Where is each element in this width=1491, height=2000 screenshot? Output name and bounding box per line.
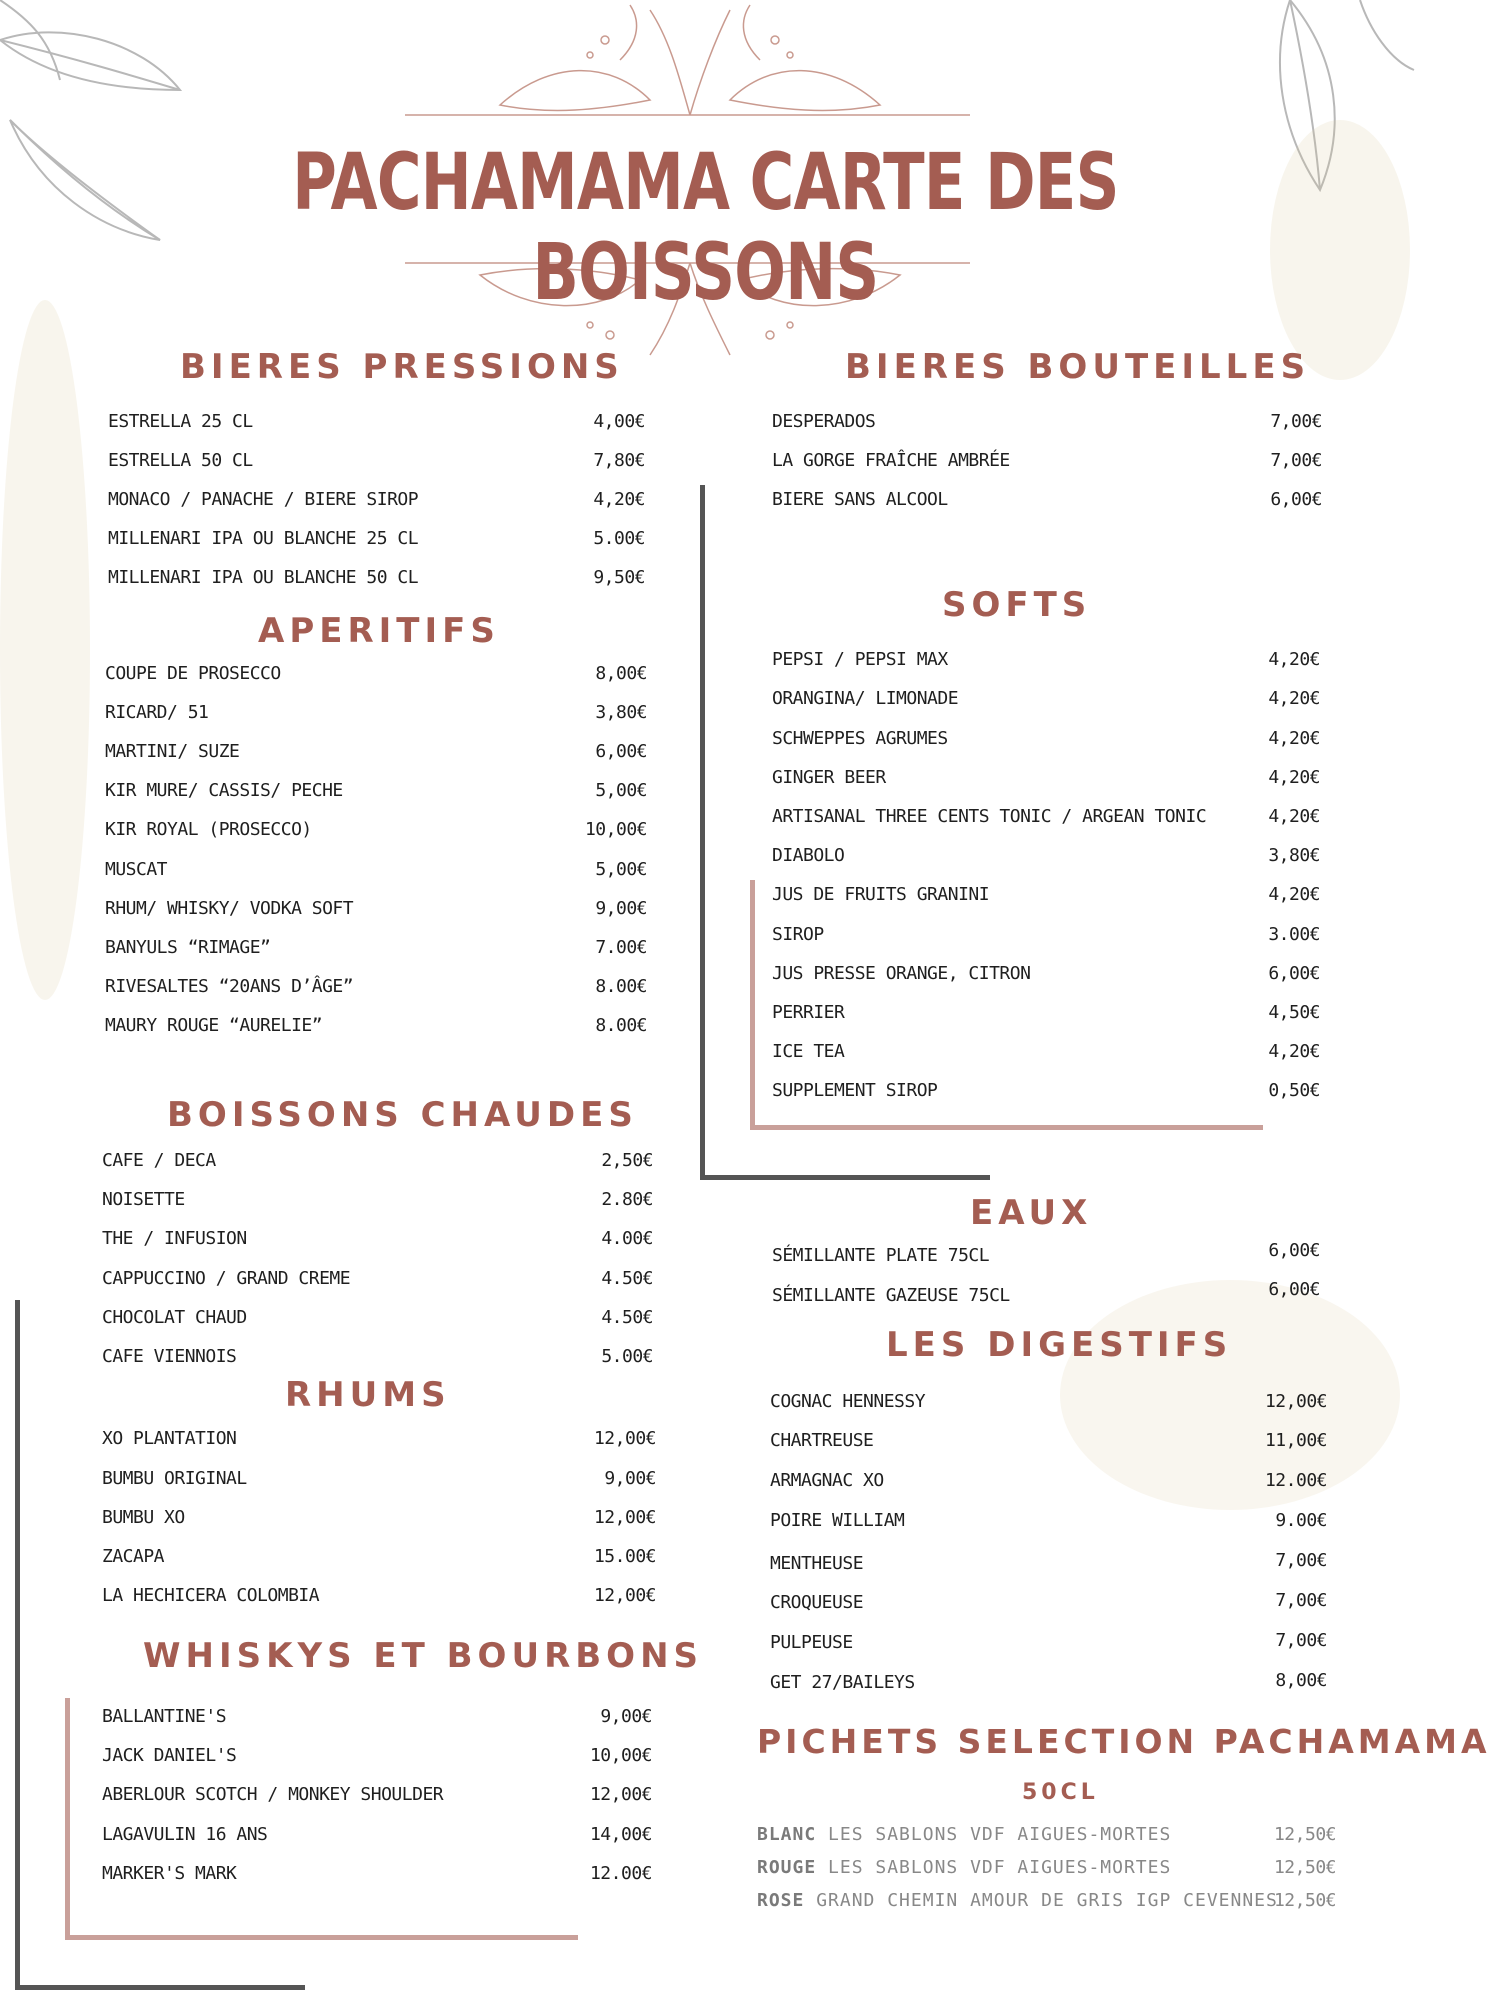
item-price: 6,00€ (1268, 963, 1320, 984)
item-price: 3,80€ (1268, 845, 1320, 866)
item-price: 8.00€ (595, 976, 647, 997)
wine-color: BLANC (757, 1824, 817, 1845)
item-price: 9.00€ (1275, 1510, 1327, 1531)
list-item: SÉMILLANTE PLATE 75CL (772, 1245, 990, 1266)
item-price: 4,20€ (1268, 806, 1320, 827)
item-price: 11,00€ (1264, 1430, 1327, 1451)
list-item: CAFE / DECA (102, 1150, 216, 1171)
item-price: 8,00€ (1275, 1670, 1327, 1691)
item-price: 8.00€ (595, 1015, 647, 1036)
item-price: 7,80€ (593, 450, 645, 471)
item-price: 7,00€ (1275, 1630, 1327, 1651)
list-item: NOISETTE (102, 1189, 185, 1210)
list-item: GET 27/BAILEYS (770, 1672, 915, 1693)
frame-bar-left-horizontal (15, 1985, 305, 1990)
section-title-aperitifs: APERITIFS (258, 611, 500, 651)
page-title: PACHAMAMA CARTE DES BOISSONS (292, 138, 1119, 318)
item-price: 12.00€ (589, 1863, 652, 1884)
item-price: 4.50€ (601, 1268, 653, 1289)
wine-name: LES SABLONS VDF AIGUES-MORTES (828, 1857, 1172, 1878)
list-item: CAPPUCCINO / GRAND CREME (102, 1268, 351, 1289)
list-item: RHUM/ WHISKY/ VODKA SOFT (105, 898, 354, 919)
item-price: 4,20€ (1268, 884, 1320, 905)
item-price: 7,00€ (1275, 1550, 1327, 1571)
list-item: LA GORGE FRAÎCHE AMBRÉE (772, 450, 1010, 471)
list-item: JACK DANIEL'S (102, 1745, 237, 1766)
list-item: LA HECHICERA COLOMBIA (102, 1585, 320, 1606)
list-item: KIR MURE/ CASSIS/ PECHE (105, 780, 343, 801)
frame-bar-left-vertical (15, 1300, 20, 1990)
item-price: 5.00€ (601, 1346, 653, 1367)
section-title-boissons-chaudes: BOISSONS CHAUDES (167, 1095, 638, 1135)
section-title-whiskys: WHISKYS ET BOURBONS (143, 1636, 704, 1676)
item-price: 4,20€ (1268, 1041, 1320, 1062)
item-price: 0,50€ (1268, 1080, 1320, 1101)
list-item: CHOCOLAT CHAUD (102, 1307, 247, 1328)
item-price: 12,00€ (593, 1585, 656, 1606)
list-item: PERRIER (772, 1002, 845, 1023)
list-item (757, 1890, 1278, 1911)
item-price: 4.00€ (601, 1228, 653, 1249)
list-item: DIABOLO (772, 845, 845, 866)
item-price: 12.00€ (1264, 1470, 1327, 1491)
list-item: ABERLOUR SCOTCH / MONKEY SHOULDER (102, 1784, 444, 1805)
list-item: CHARTREUSE (770, 1430, 874, 1451)
item-price: 12,00€ (593, 1507, 656, 1528)
list-item (757, 1857, 1171, 1878)
item-price: 9,00€ (600, 1706, 652, 1727)
section-subtitle-pichets: 50CL (1022, 1780, 1099, 1805)
item-price: 8,00€ (595, 663, 647, 684)
item-price: 5.00€ (593, 528, 645, 549)
list-item: BUMBU XO (102, 1507, 185, 1528)
item-price: 6,00€ (1268, 1240, 1320, 1261)
item-price: 12,50€ (1273, 1890, 1336, 1911)
item-price: 6,00€ (595, 741, 647, 762)
wine-color: ROSE (757, 1890, 805, 1911)
frame-bar-right-vertical (700, 485, 705, 1180)
item-price: 15.00€ (593, 1546, 656, 1567)
list-item: ESTRELLA 50 CL (108, 450, 253, 471)
section-title-bieres-bouteilles: BIERES BOUTEILLES (845, 347, 1311, 387)
list-item: LAGAVULIN 16 ANS (102, 1824, 268, 1845)
item-price: 12,00€ (589, 1784, 652, 1805)
item-price: 6,00€ (1270, 489, 1322, 510)
frame-bar-whiskys-horizontal (65, 1935, 578, 1940)
list-item: BANYULS “RIMAGE” (105, 937, 271, 958)
list-item: BALLANTINE'S (102, 1706, 227, 1727)
item-price: 4,20€ (1268, 728, 1320, 749)
list-item: ICE TEA (772, 1041, 845, 1062)
list-item: MILLENARI IPA OU BLANCHE 25 CL (108, 528, 419, 549)
list-item: ESTRELLA 25 CL (108, 411, 253, 432)
item-price: 4,20€ (1268, 649, 1320, 670)
section-title-digestifs: LES DIGESTIFS (886, 1325, 1233, 1365)
section-title-eaux: EAUX (970, 1193, 1093, 1233)
item-price: 7,00€ (1270, 450, 1322, 471)
list-item: PULPEUSE (770, 1632, 853, 1653)
list-item: SIROP (772, 924, 824, 945)
list-item: MENTHEUSE (770, 1553, 864, 1574)
glitter-decoration-right-top (1270, 120, 1410, 380)
item-price: 7,00€ (1275, 1590, 1327, 1611)
frame-bar-softs-horizontal (750, 1125, 1263, 1130)
item-price: 6,00€ (1268, 1279, 1320, 1300)
glitter-decoration-left (0, 300, 90, 1000)
floral-header-top-icon (400, 0, 980, 125)
list-item: ARTISANAL THREE CENTS TONIC / ARGEAN TONIC (772, 806, 1207, 827)
item-price: 10,00€ (584, 819, 647, 840)
item-price: 2,50€ (601, 1150, 653, 1171)
frame-bar-right-horizontal (700, 1175, 990, 1180)
list-item: ARMAGNAC XO (770, 1470, 884, 1491)
list-item: POIRE WILLIAM (770, 1510, 905, 1531)
list-item: SCHWEPPES AGRUMES (772, 728, 948, 749)
list-item: GINGER BEER (772, 767, 886, 788)
list-item: COGNAC HENNESSY (770, 1391, 926, 1412)
list-item: MARKER'S MARK (102, 1863, 237, 1884)
frame-bar-whiskys-vertical (65, 1698, 70, 1940)
list-item: CAFE VIENNOIS (102, 1346, 237, 1367)
list-item: MUSCAT (105, 859, 168, 880)
wine-name: GRAND CHEMIN AMOUR DE GRIS IGP CEVENNES (816, 1890, 1278, 1911)
list-item: JUS PRESSE ORANGE, CITRON (772, 963, 1031, 984)
item-price: 7.00€ (595, 937, 647, 958)
item-price: 12,00€ (1264, 1391, 1327, 1412)
list-item: BUMBU ORIGINAL (102, 1468, 247, 1489)
item-price: 5,00€ (595, 859, 647, 880)
item-price: 9,00€ (595, 898, 647, 919)
item-price: 4,20€ (1268, 767, 1320, 788)
item-price: 9,00€ (604, 1468, 656, 1489)
item-price: 9,50€ (593, 567, 645, 588)
item-price: 7,00€ (1270, 411, 1322, 432)
item-price: 2.80€ (601, 1189, 653, 1210)
list-item: SÉMILLANTE GAZEUSE 75CL (772, 1285, 1010, 1306)
list-item: PEPSI / PEPSI MAX (772, 649, 948, 670)
list-item: XO PLANTATION (102, 1428, 237, 1449)
item-price: 14,00€ (589, 1824, 652, 1845)
item-price: 12,50€ (1273, 1824, 1336, 1845)
item-price: 5,00€ (595, 780, 647, 801)
frame-bar-softs-vertical (750, 880, 755, 1130)
item-price: 12,50€ (1273, 1857, 1336, 1878)
item-price: 4,00€ (593, 411, 645, 432)
list-item: MONACO / PANACHE / BIERE SIROP (108, 489, 419, 510)
list-item: DESPERADOS (772, 411, 876, 432)
section-title-softs: SOFTS (942, 585, 1092, 625)
item-price: 3.00€ (1268, 924, 1320, 945)
list-item: RIVESALTES “20ANS D’ÂGE” (105, 976, 354, 997)
item-price: 10,00€ (589, 1745, 652, 1766)
item-price: 12,00€ (593, 1428, 656, 1449)
section-title-pichets: PICHETS SELECTION PACHAMAMA (757, 1722, 1491, 1761)
list-item: BIERE SANS ALCOOL (772, 489, 948, 510)
list-item: SUPPLEMENT SIROP (772, 1080, 938, 1101)
list-item: MARTINI/ SUZE (105, 741, 240, 762)
list-item: COUPE DE PROSECCO (105, 663, 281, 684)
list-item: JUS DE FRUITS GRANINI (772, 884, 990, 905)
wine-color: ROUGE (757, 1857, 817, 1878)
list-item: THE / INFUSION (102, 1228, 247, 1249)
item-price: 4,50€ (1268, 1002, 1320, 1023)
item-price: 4.50€ (601, 1307, 653, 1328)
list-item (757, 1824, 1171, 1845)
section-title-rhums: RHUMS (285, 1375, 451, 1415)
item-price: 4,20€ (1268, 688, 1320, 709)
list-item: CROQUEUSE (770, 1592, 864, 1613)
list-item: ORANGINA/ LIMONADE (772, 688, 959, 709)
section-title-bieres-pressions: BIERES PRESSIONS (180, 347, 624, 387)
list-item: RICARD/ 51 (105, 702, 209, 723)
list-item: ZACAPA (102, 1546, 165, 1567)
list-item: MILLENARI IPA OU BLANCHE 50 CL (108, 567, 419, 588)
list-item: KIR ROYAL (PROSECCO) (105, 819, 312, 840)
wine-name: LES SABLONS VDF AIGUES-MORTES (828, 1824, 1172, 1845)
item-price: 4,20€ (593, 489, 645, 510)
list-item: MAURY ROUGE “AURELIE” (105, 1015, 323, 1036)
item-price: 3,80€ (595, 702, 647, 723)
